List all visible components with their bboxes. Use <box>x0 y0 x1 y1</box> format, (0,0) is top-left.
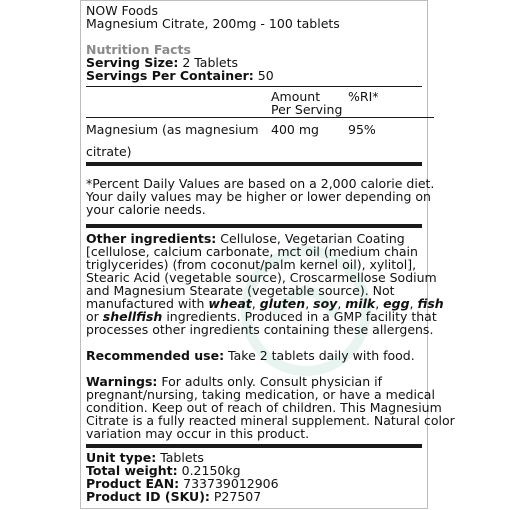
product-info-panel <box>80 0 455 509</box>
allergen-fish: fish <box>417 296 444 311</box>
nutrient-ri: 95% <box>348 122 376 137</box>
ingredients-line: Stearic Acid (vegetable source), Croscarmellose Sodium <box>86 270 437 285</box>
ingredients-label: Other ingredients: <box>86 231 217 246</box>
recommended-label: Recommended use: <box>86 348 225 363</box>
warnings-label: Warnings: <box>86 374 158 389</box>
footnote-line: Your daily values may be higher or lower depending on <box>86 189 431 204</box>
product-ean: Product EAN: 733739012906 <box>86 476 279 491</box>
allergen-shellfish: shellfish <box>102 309 163 324</box>
allergen-soy: soy <box>313 296 338 311</box>
ingredients-line: Other ingredients: Cellulose, Vegetarian Coating <box>86 231 405 246</box>
footnote-line: *Percent Daily Values are based on a 2,000 calorie diet. <box>86 176 435 191</box>
allergen-wheat: wheat <box>208 296 252 311</box>
warnings-line: variation may occur in this product. <box>86 426 310 441</box>
warnings-line: Warnings: For adults only. Consult physician if <box>86 374 382 389</box>
divider <box>86 117 434 118</box>
warnings-line: pregnant/nursing, taking medication, or have a medical <box>86 387 435 402</box>
unit-type: Unit type: Tablets <box>86 450 204 465</box>
footnote-line: your calorie needs. <box>86 202 206 217</box>
ingredients-line: and Magnesium Stearate (vegetable source). Not <box>86 283 395 298</box>
ingredients-line: [cellulose, calcium carbonate, mct oil (medium chain <box>86 244 418 259</box>
nutrient-name: Magnesium (as magnesium <box>86 122 259 137</box>
allergen-egg: egg <box>383 296 410 311</box>
servings-label: Servings Per Container: <box>86 68 254 83</box>
serving-size-value: 2 Tablets <box>182 55 238 70</box>
brand-name: NOW Foods <box>86 3 159 18</box>
col-header-amount: Amount <box>271 89 321 104</box>
recommended-use: Recommended use: Take 2 tablets daily with food. <box>86 348 415 363</box>
warnings-line: condition. Keep out of reach of children. This Magnesium <box>86 400 442 415</box>
allergen-line: manufactured with wheat, gluten, soy, milk, egg, fish <box>86 296 444 311</box>
serving-size-label: Serving Size: <box>86 55 179 70</box>
ingredients-line: triglycerides) (from coconut/palm kernel oil), xylitol], <box>86 257 417 272</box>
product-sku: Product ID (SKU): P27507 <box>86 489 262 504</box>
ingredients-line: processes other ingredients containing these allergens. <box>86 322 434 337</box>
nutrient-table <box>86 87 422 157</box>
content <box>86 1 455 504</box>
servings-value: 50 <box>257 68 274 83</box>
col-header-ri: %RI* <box>348 89 379 104</box>
nutrient-amount: 400 mg <box>271 122 319 137</box>
total-weight: Total weight: 0.2150kg <box>86 463 241 478</box>
nutrition-facts-title: Nutrition Facts <box>86 42 191 57</box>
servings-per-container <box>86 69 422 82</box>
product-title: Magnesium Citrate, 200mg - 100 tablets <box>86 16 340 31</box>
col-header-per-serving: Per Serving <box>271 102 343 117</box>
allergen-line: or shellfish ingredients. Produced in a GMP facility that <box>86 309 437 324</box>
warnings-line: Citrate is a fully reacted mineral supplement. Natural color <box>86 413 455 428</box>
allergen-milk: milk <box>345 296 376 311</box>
nutrient-name-cont: citrate) <box>86 144 132 159</box>
allergen-gluten: gluten <box>259 296 306 311</box>
